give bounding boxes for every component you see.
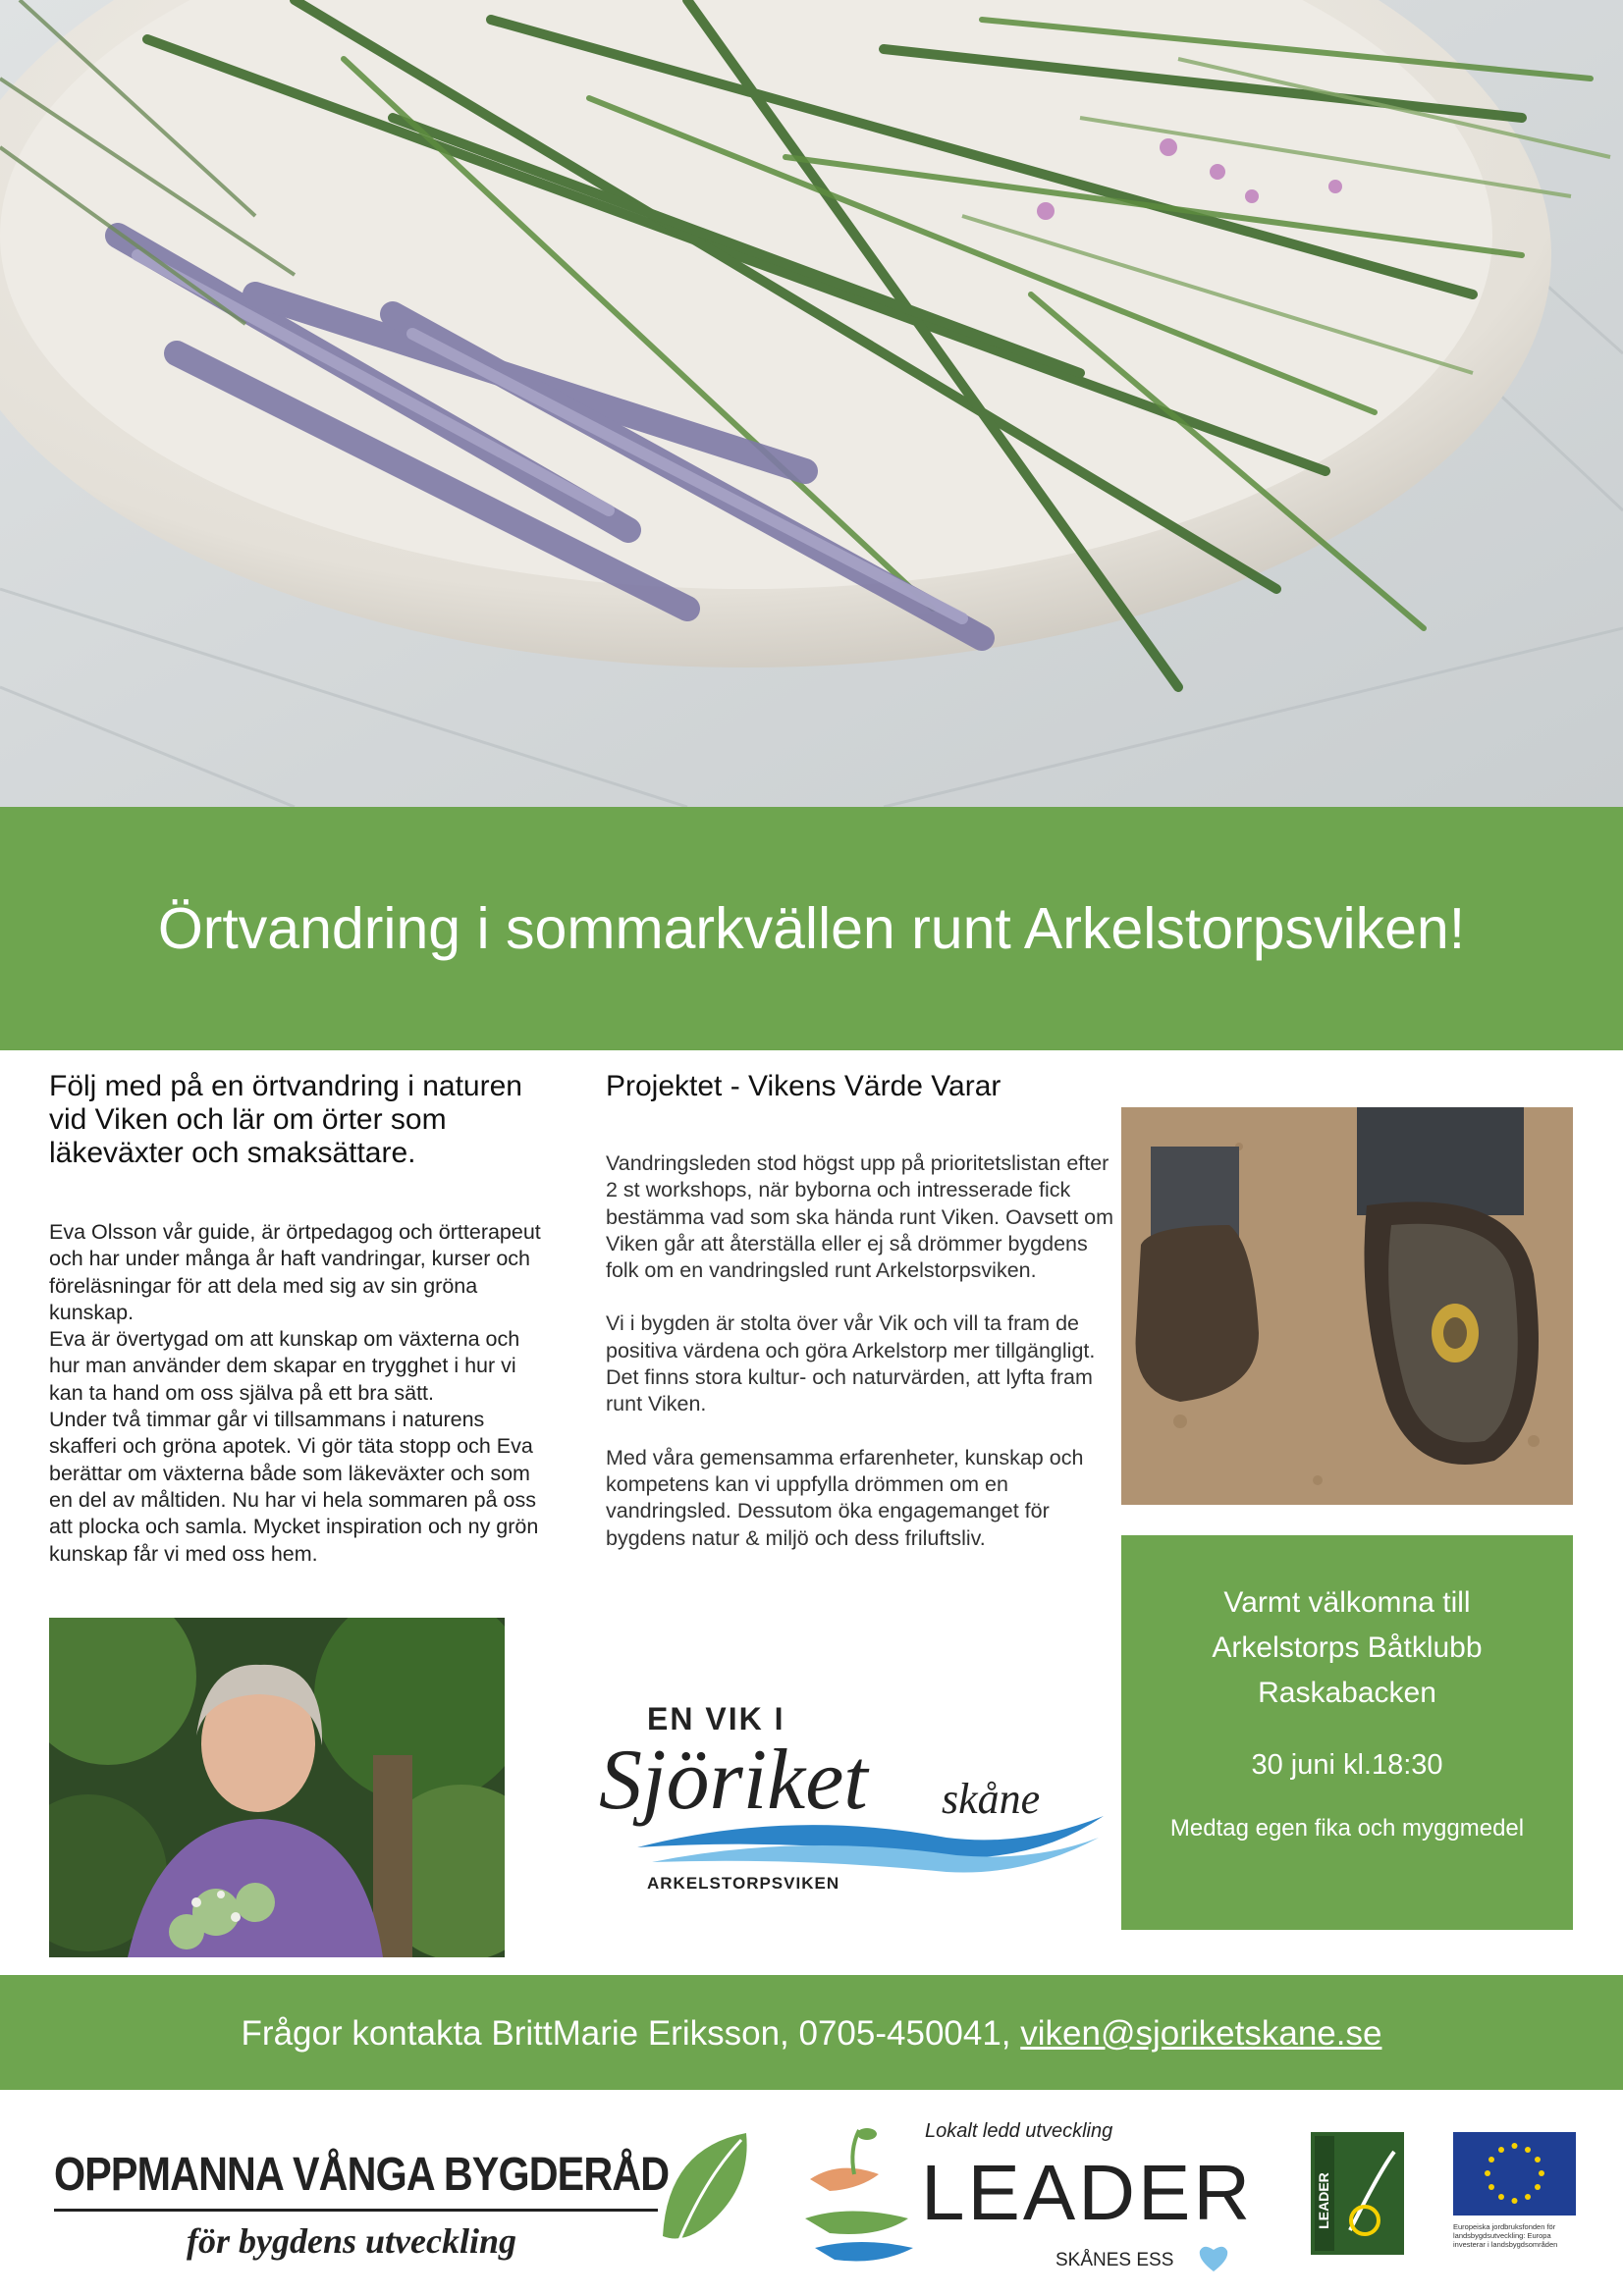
welcome-box — [1121, 1535, 1573, 1930]
leader-mark-text: LEADER — [1316, 2172, 1331, 2229]
welcome-line: Arkelstorps Båtklubb — [1212, 1631, 1483, 1664]
event-date: 30 juni kl.18:30 — [1251, 1749, 1443, 1781]
heart-icon — [1196, 2242, 1231, 2273]
leader-wordmark: LEADER — [921, 2149, 1254, 2236]
middle-column — [606, 1070, 1116, 1578]
sjoriket-logo-suffix: skåne — [942, 1775, 1041, 1823]
event-note: Medtag egen fika och myggmedel — [1169, 1815, 1525, 1842]
eu-caption: Europeiska jordbruksfonden för landsbygdsutveckling: Europa investerar i landsbygdsområden — [1453, 2222, 1558, 2249]
hiking-boot-photo — [1121, 1107, 1573, 1505]
contact-line — [0, 2014, 1623, 2054]
lead-paragraph: Följ med på en örtvandring i naturen vid Viken och lär om örter som läkeväxter och smaksättare. — [49, 1070, 522, 1169]
contact-email-link[interactable]: viken@sjoriketskane.se — [1020, 2014, 1382, 2053]
project-paragraph: Med våra gemensamma erfarenheter, kunskap och kompetens kan vi uppfylla drömmen om en vandringsled. Dessutom öka engagemanget för bygdens natur & miljö och dess friluftsliv. — [606, 1445, 1084, 1550]
body-paragraph: Eva Olsson vår guide, är örtpedagog och örtterapeut och har under många år haft vandringar, kurser och föreläsningar för att dela med sig av sin gröna kunskap. — [49, 1220, 541, 1324]
leader-subtitle: SKÅNES ESS — [1055, 2250, 1174, 2270]
oppmanna-logo-rule — [54, 2209, 658, 2212]
leader-tagline: Lokalt ledd utveckling — [925, 2120, 1113, 2142]
oppmanna-logo-name: OPPMANNA VÅNGA BYGDERÅD — [54, 2149, 670, 2201]
welcome-line: Varmt välkomna till — [1223, 1586, 1471, 1619]
sjoriket-logo-main: Sjöriket — [599, 1733, 868, 1828]
project-heading: Projektet - Vikens Värde Varar — [606, 1070, 1001, 1102]
welcome-line: Raskabacken — [1258, 1677, 1436, 1709]
herb-leaf-icon — [648, 2128, 756, 2275]
sjoriket-logo — [593, 1700, 1104, 1916]
contact-text: Frågor kontakta BrittMarie Eriksson, 0705-450041, — [241, 2014, 1021, 2053]
leader-hands-icon — [800, 2120, 918, 2268]
sjoriket-logo-top: EN VIK I — [647, 1701, 785, 1736]
left-column — [49, 1070, 545, 1568]
sjoriket-logo-bottom: ARKELSTORPSVIKEN — [647, 1874, 840, 1893]
oppmanna-logo-tagline: för bygdens utveckling — [187, 2221, 516, 2261]
hero-photo-herbs — [0, 0, 1623, 807]
body-paragraph: Under två timmar går vi tillsammans i naturens skafferi och gröna apotek. Vi gör täta stopp och Eva berättar om växterna både som läkeväxter och som en del av måltiden. Nu har vi hela sommaren på oss att plocka och samla. Mycket inspiration och ny grön kunskap får vi med oss hem. — [49, 1408, 539, 1566]
page-title: Örtvandring i sommarkvällen runt Arkelstorpsviken! — [157, 896, 1466, 961]
leader-mark-icon — [1311, 2132, 1404, 2255]
project-paragraph: Vandringsleden stod högst upp på prioritetslistan efter 2 st workshops, när byborna och intresserade fick bestämma vad som ska hända runt Viken. Oavsett om Viken går att återställa eller ej så drömmer bygdens folk om en vandringsled runt Arkelstorpsviken. — [606, 1151, 1114, 1283]
eu-flag-icon — [1453, 2132, 1576, 2216]
body-paragraph: Eva är övertygad om att kunskap om växterna och hur man använder dem skapar en trygghet i hur vi kan ta hand om oss själva på ett bra sätt. — [49, 1327, 520, 1405]
guide-photo — [49, 1618, 505, 1957]
project-paragraph: Vi i bygden är stolta över vår Vik och vill ta fram de positiva värdena och göra Arkelstorp mer tillgängligt. Det finns stora kultur- och naturvärden, att lyfta fram runt Viken. — [606, 1311, 1096, 1416]
